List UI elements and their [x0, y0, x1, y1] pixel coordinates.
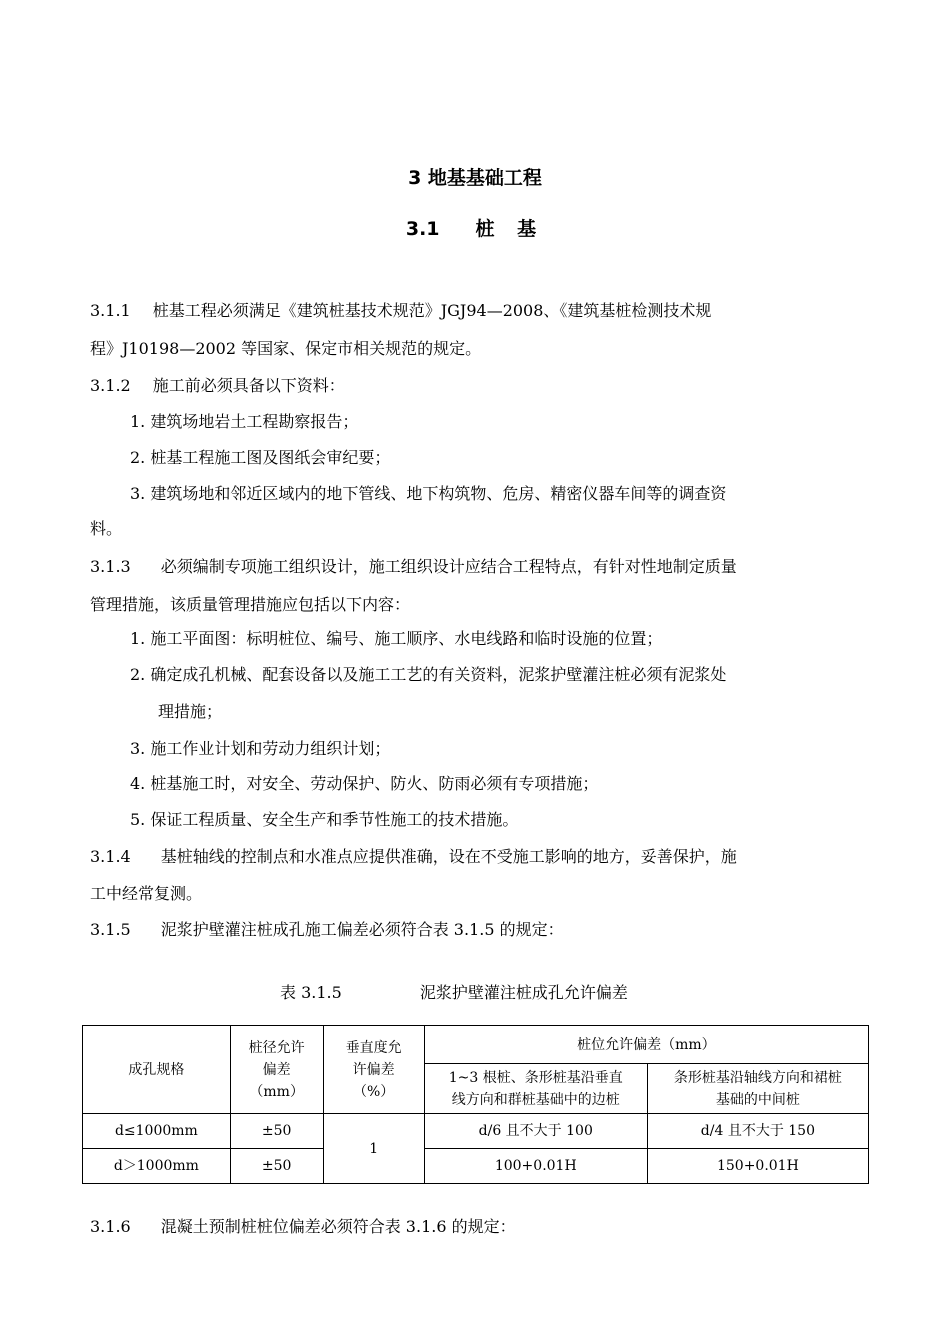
header-diameter-line-1: 桩径允许	[248, 1039, 305, 1056]
table-row	[83, 1149, 869, 1184]
list-item-3-1-3-5: 5. 保证工程质量、安全生产和季节性施工的技术措施。	[130, 810, 519, 829]
clause-text: 施工前必须具备以下资料：	[152, 376, 345, 395]
list-item-3-1-3-4: 4. 桩基施工时，对安全、劳动保护、防火、防雨必须有专项措施；	[130, 774, 599, 793]
cell-diameter: ±50	[230, 1114, 323, 1149]
header-position: 桩位允许偏差（mm）	[424, 1026, 868, 1064]
clause-text: 泥浆护壁灌注桩成孔施工偏差必须符合表 3.1.5 的规定：	[160, 920, 564, 939]
cell-diameter: ±50	[230, 1149, 323, 1184]
clause-number: 3.1.4	[90, 847, 131, 866]
table-caption	[280, 980, 628, 1003]
cell-position-edge: 100+0.01H	[424, 1149, 647, 1184]
header-position-edge	[424, 1064, 647, 1114]
header-verticality-line-2: 许偏差	[352, 1061, 395, 1078]
header-diameter-unit: （mm）	[249, 1083, 304, 1100]
header-diameter	[230, 1026, 323, 1114]
list-item-3-1-3-2-line-1: 2. 确定成孔机械、配套设备以及施工工艺的有关资料，泥浆护壁灌注桩必须有泥浆处	[130, 665, 727, 684]
clause-text: 桩基工程必须满足《建筑桩基技术规范》JGJ94—2008、《建筑基桩检测技术规	[152, 301, 712, 320]
paragraph-3-1-4-line-2: 工中经常复测。	[90, 884, 203, 903]
paragraph-3-1-1-line-1	[90, 300, 711, 322]
cell-position-middle: d/4 且不大于 150	[647, 1114, 868, 1149]
paragraph-3-1-2	[90, 375, 345, 397]
header-verticality-unit: （%）	[353, 1083, 395, 1100]
clause-number: 3.1.1	[90, 301, 131, 320]
chapter-title: 3 地基基础工程	[408, 167, 542, 189]
header-position-middle	[647, 1064, 868, 1114]
header-diameter-line-2: 偏差	[262, 1061, 291, 1078]
section-number: 3.1	[405, 218, 440, 240]
header-position-middle-line-2: 基础的中间桩	[715, 1091, 800, 1108]
cell-spec: d＞1000mm	[83, 1149, 231, 1184]
cell-position-edge: d/6 且不大于 100	[424, 1114, 647, 1149]
deviation-table	[82, 1025, 869, 1184]
cell-verticality: 1	[323, 1114, 424, 1184]
clause-text: 混凝土预制桩桩位偏差必须符合表 3.1.6 的规定：	[160, 1217, 516, 1236]
table-title: 泥浆护壁灌注桩成孔允许偏差	[419, 983, 628, 1002]
clause-number: 3.1.5	[90, 920, 131, 939]
section-heading	[0, 214, 950, 241]
table-row	[83, 1114, 869, 1149]
list-item-3-1-2-3-line-1: 3. 建筑场地和邻近区域内的地下管线、地下构筑物、危房、精密仪器车间等的调查资	[130, 484, 727, 503]
clause-number: 3.1.2	[90, 376, 131, 395]
paragraph-3-1-6	[90, 1216, 516, 1238]
header-position-edge-line-1: 1~3 根桩、条形桩基沿垂直	[448, 1069, 623, 1086]
cell-position-middle: 150+0.01H	[647, 1149, 868, 1184]
list-item-3-1-3-2-line-2: 理措施；	[158, 702, 223, 721]
clause-number: 3.1.6	[90, 1217, 131, 1236]
list-item-3-1-2-1: 1. 建筑场地岩土工程勘察报告；	[130, 412, 359, 431]
table-number: 表 3.1.5	[280, 983, 342, 1002]
header-verticality-line-1: 垂直度允	[345, 1039, 402, 1056]
cell-spec: d≤1000mm	[83, 1114, 231, 1149]
clause-number: 3.1.3	[90, 557, 131, 576]
clause-text: 基桩轴线的控制点和水准点应提供准确，设在不受施工影响的地方，妥善保护，施	[160, 847, 737, 866]
list-item-3-1-2-3-line-2: 料。	[90, 519, 123, 538]
header-spec: 成孔规格	[83, 1026, 231, 1114]
header-position-middle-line-1: 条形桩基沿轴线方向和裙桩	[673, 1069, 842, 1086]
list-item-3-1-2-2: 2. 桩基工程施工图及图纸会审纪要；	[130, 448, 391, 467]
paragraph-3-1-3-line-1	[90, 556, 737, 578]
paragraph-3-1-5	[90, 919, 564, 941]
section-title: 桩 基	[475, 218, 545, 240]
list-item-3-1-3-1: 1. 施工平面图：标明桩位、编号、施工顺序、水电线路和临时设施的位置；	[130, 629, 663, 648]
list-item-3-1-3-3: 3. 施工作业计划和劳动力组织计划；	[130, 739, 391, 758]
header-verticality	[323, 1026, 424, 1114]
clause-text: 必须编制专项施工组织设计，施工组织设计应结合工程特点，有针对性地制定质量	[160, 557, 737, 576]
table-header-row-1	[83, 1026, 869, 1064]
header-position-edge-line-2: 线方向和群桩基础中的边桩	[451, 1091, 620, 1108]
paragraph-3-1-4-line-1	[90, 846, 737, 868]
paragraph-3-1-3-line-2: 管理措施，该质量管理措施应包括以下内容：	[90, 595, 411, 614]
paragraph-3-1-1-line-2: 程》J10198—2002 等国家、保定市相关规范的规定。	[90, 339, 482, 358]
